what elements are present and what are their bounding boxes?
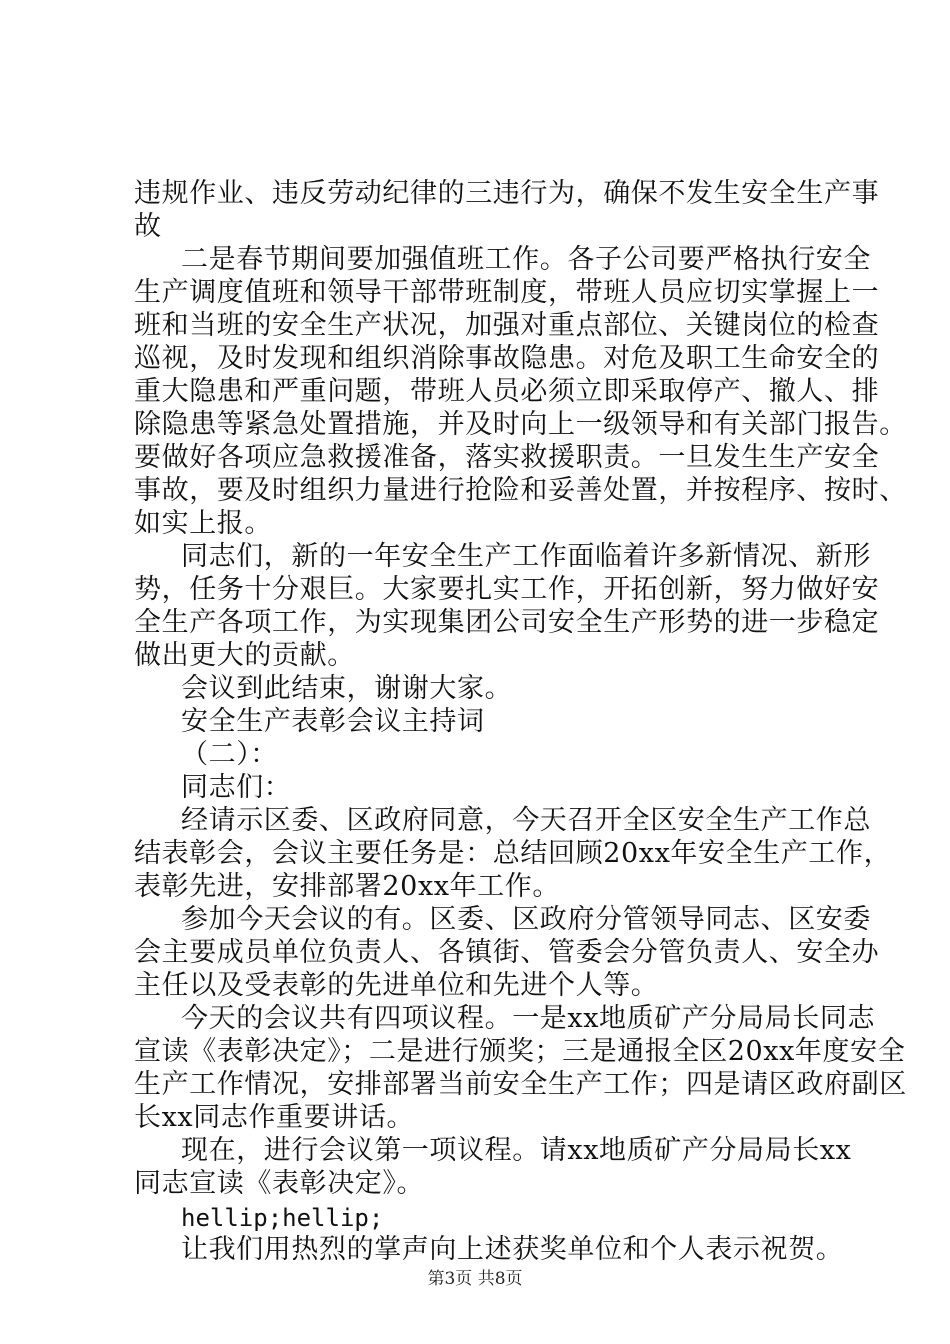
text-line: 现在，进行会议第一项议程。请xx地质矿产分局局长xx [181,1135,852,1166]
text-line: 会议到此结束，谢谢大家。 [181,673,513,704]
text-line: 今天的会议共有四项议程。一是xx地质矿产分局局长同志 [181,1003,876,1034]
text-line: 除隐患等紧急处置措施，并及时向上一级领导和有关部门报告。 [134,409,907,440]
text-line: 故 [134,211,162,242]
page-number: 第3页 共8页 [427,1269,523,1289]
salutation: 同志们： [181,772,292,803]
text-line: 同志宣读《表彰决定》。 [134,1168,425,1199]
text-line: 重大隐患和严重问题，带班人员必须立即采取停产、撤人、排 [134,376,880,407]
text-line: 如实上报。 [134,508,272,539]
ellipsis-line: hellip;hellip; [181,1204,384,1232]
text-line: 势，任务十分艰巨。大家要扎实工作，开拓创新，努力做好安 [134,574,880,605]
text-line: 二是春节期间要加强值班工作。各子公司要严格执行安全 [181,244,871,275]
text-line: 结表彰会，会议主要任务是：总结回顾20xx年安全生产工作， [134,838,892,869]
text-line: 同志们，新的一年安全生产工作面临着许多新情况、新形 [181,541,871,572]
text-line: 全生产各项工作，为实现集团公司安全生产形势的进一步稳定 [134,607,880,638]
text-line: 巡视，及时发现和组织消除事故隐患。对危及职工生命安全的 [134,343,880,374]
text-line: 表彰先进，安排部署20xx年工作。 [134,871,561,902]
text-line: 生产调度值班和领导干部带班制度，带班人员应切实掌握上一 [134,277,880,308]
text-line: 参加今天会议的有。区委、区政府分管领导同志、区安委 [181,904,871,935]
text-line: 事故，要及时组织力量进行抢险和妥善处置，并按程序、按时、 [134,475,907,506]
text-line: 主任以及受表彰的先进单位和先进个人等。 [134,970,659,1001]
text-line: 违规作业、违反劳动纪律的三违行为，确保不发生安全生产事 [134,178,880,209]
text-line: 长xx同志作重要讲话。 [134,1102,415,1133]
section-subtitle: （二）： [181,739,278,770]
text-line: 要做好各项应急救援准备，落实救援职责。一旦发生生产安全 [134,442,880,473]
text-line: 做出更大的贡献。 [134,640,355,671]
text-line: 生产工作情况，安排部署当前安全生产工作；四是请区政府副区 [134,1069,907,1100]
text-line: 经请示区委、区政府同意，今天召开全区安全生产工作总 [181,805,871,836]
text-line: 班和当班的安全生产状况，加强对重点部位、关键岗位的检查 [134,310,880,341]
text-line: 让我们用热烈的掌声向上述获奖单位和个人表示祝贺。 [181,1234,844,1265]
text-line: 宣读《表彰决定》；二是进行颁奖；三是通报全区20xx年度安全 [134,1036,906,1067]
section-title: 安全生产表彰会议主持词 [181,706,485,737]
text-line: 会主要成员单位负责人、各镇街、管委会分管负责人、安全办 [134,937,880,968]
